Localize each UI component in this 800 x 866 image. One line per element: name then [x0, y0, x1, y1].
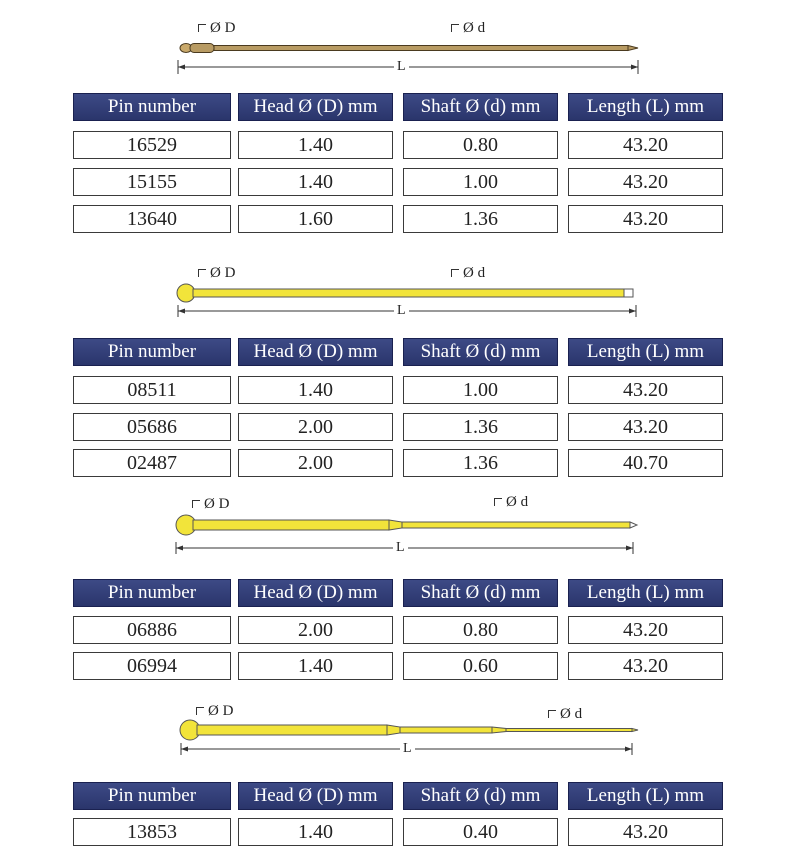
head-diameter-cell: 2.00	[238, 413, 393, 441]
shaft-diameter-cell: 0.80	[403, 616, 558, 644]
head-diameter-cell: 2.00	[238, 616, 393, 644]
header-length: Length (L) mm	[568, 782, 723, 810]
pin-number-cell: 13853	[73, 818, 231, 846]
table-header	[0, 579, 800, 609]
length-cell: 43.20	[568, 168, 723, 196]
length-label: L	[393, 541, 408, 555]
length-label: L	[394, 304, 409, 318]
header-length: Length (L) mm	[568, 579, 723, 607]
header-shaft-diameter: Shaft Ø (d) mm	[403, 579, 558, 607]
header-shaft-diameter: Shaft Ø (d) mm	[403, 782, 558, 810]
length-cell: 43.20	[568, 413, 723, 441]
length-cell: 43.20	[568, 818, 723, 846]
head-diameter-label: Ø D	[198, 20, 235, 36]
pin-number-cell: 15155	[73, 168, 231, 196]
header-pin-number: Pin number	[73, 338, 231, 366]
head-diameter-label: Ø D	[198, 265, 235, 281]
shaft-diameter-cell: 1.36	[403, 449, 558, 477]
pin-section-3	[0, 490, 800, 690]
pin-number-cell: 13640	[73, 205, 231, 233]
table-row	[0, 131, 800, 161]
length-cell: 43.20	[568, 652, 723, 680]
header-length: Length (L) mm	[568, 338, 723, 366]
shaft-diameter-label: Ø d	[548, 706, 582, 722]
table-row	[0, 818, 800, 848]
head-diameter-label: Ø D	[192, 496, 229, 512]
shaft-diameter-cell: 0.80	[403, 131, 558, 159]
table-row	[0, 616, 800, 646]
length-cell: 43.20	[568, 205, 723, 233]
table-row	[0, 449, 800, 479]
table-row	[0, 413, 800, 443]
head-diameter-cell: 1.40	[238, 131, 393, 159]
length-label: L	[400, 742, 415, 756]
table-header	[0, 338, 800, 368]
pin-number-cell: 06994	[73, 652, 231, 680]
shaft-diameter-cell: 1.00	[403, 168, 558, 196]
pin-number-cell: 06886	[73, 616, 231, 644]
head-diameter-label: Ø D	[196, 703, 233, 719]
table-row	[0, 652, 800, 682]
length-cell: 40.70	[568, 449, 723, 477]
header-pin-number: Pin number	[73, 579, 231, 607]
shaft-diameter-label: Ø d	[451, 265, 485, 281]
pin-section-1	[0, 0, 800, 240]
length-cell: 43.20	[568, 131, 723, 159]
shaft-diameter-cell: 1.36	[403, 413, 558, 441]
head-diameter-cell: 1.60	[238, 205, 393, 233]
shaft-diameter-cell: 0.40	[403, 818, 558, 846]
pin-diagram-3	[0, 490, 800, 570]
header-pin-number: Pin number	[73, 782, 231, 810]
header-head-diameter: Head Ø (D) mm	[238, 579, 393, 607]
table-row	[0, 168, 800, 198]
head-diameter-cell: 1.40	[238, 818, 393, 846]
length-cell: 43.20	[568, 376, 723, 404]
head-diameter-cell: 1.40	[238, 652, 393, 680]
shaft-diameter-cell: 1.36	[403, 205, 558, 233]
header-head-diameter: Head Ø (D) mm	[238, 338, 393, 366]
shaft-diameter-label: Ø d	[494, 494, 528, 510]
shaft-diameter-cell: 1.00	[403, 376, 558, 404]
pin-number-cell: 16529	[73, 131, 231, 159]
table-header	[0, 93, 800, 123]
header-shaft-diameter: Shaft Ø (d) mm	[403, 93, 558, 121]
head-diameter-cell: 1.40	[238, 168, 393, 196]
length-label: L	[394, 60, 409, 74]
header-head-diameter: Head Ø (D) mm	[238, 93, 393, 121]
pin-number-cell: 02487	[73, 449, 231, 477]
head-diameter-cell: 1.40	[238, 376, 393, 404]
pin-section-4	[0, 696, 800, 866]
shaft-diameter-label: Ø d	[451, 20, 485, 36]
table-row	[0, 205, 800, 235]
table-row	[0, 376, 800, 406]
table-header	[0, 782, 800, 812]
pin-number-cell: 08511	[73, 376, 231, 404]
header-pin-number: Pin number	[73, 93, 231, 121]
header-length: Length (L) mm	[568, 93, 723, 121]
header-head-diameter: Head Ø (D) mm	[238, 782, 393, 810]
pin-section-2	[0, 248, 800, 488]
length-cell: 43.20	[568, 616, 723, 644]
shaft-diameter-cell: 0.60	[403, 652, 558, 680]
head-diameter-cell: 2.00	[238, 449, 393, 477]
pin-number-cell: 05686	[73, 413, 231, 441]
header-shaft-diameter: Shaft Ø (d) mm	[403, 338, 558, 366]
